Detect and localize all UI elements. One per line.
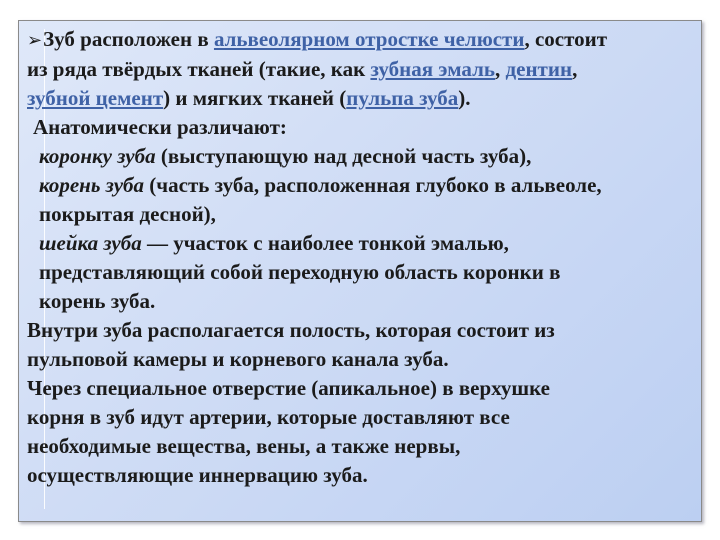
text-fragment: из ряда твёрдых тканей (такие, как <box>27 57 371 81</box>
slide-text <box>27 25 695 490</box>
paragraph-line-2 <box>27 55 695 84</box>
cavity-line-2: пульповой камеры и корневого канала зуба. <box>27 347 449 371</box>
apical-line-2: корня в зуб идут артерии, которые доставляют все <box>27 405 510 429</box>
root-item-continued: покрытая десной), <box>39 202 216 226</box>
apical-line-3: необходимые вещества, вены, а также нервы, <box>27 434 461 458</box>
neck-item-continued: представляющий собой переходную область коронки в <box>39 260 561 284</box>
text-fragment: Зуб расположен в <box>43 27 214 51</box>
text-fragment: (выступающую над десной часть зуба), <box>155 144 532 168</box>
text-fragment: ). <box>458 86 471 110</box>
text-fragment: , <box>495 57 506 81</box>
paragraph-line-1 <box>27 25 695 55</box>
apical-line-1: Через специальное отверстие (апикальное) в верхушке <box>27 376 550 400</box>
term-root: корень зуба <box>39 173 145 197</box>
text-fragment: , <box>572 57 578 81</box>
cavity-line-1: Внутри зуба располагается полость, которая состоит из <box>27 318 555 342</box>
paragraph-line-3 <box>27 84 695 113</box>
crown-item <box>27 142 695 171</box>
link-tooth-pulp[interactable]: пульпа зуба <box>346 86 459 110</box>
link-alveolar-process[interactable]: альвеолярном отростке челюсти <box>213 27 525 51</box>
neck-item-end: корень зуба. <box>39 289 156 313</box>
link-tooth-enamel[interactable]: зубная эмаль <box>370 57 495 81</box>
root-item <box>27 171 695 200</box>
neck-item <box>27 229 695 258</box>
link-dentin[interactable]: дентин <box>505 57 573 81</box>
apical-line-4: осуществляющие иннервацию зуба. <box>27 463 368 487</box>
anatomy-heading: Анатомически различают: <box>33 115 287 139</box>
arrow-bullet-icon: ➢ <box>27 30 43 51</box>
slide-panel <box>18 20 702 522</box>
term-neck: шейка зуба <box>39 231 142 255</box>
text-fragment: (часть зуба, расположенная глубоко в альвеоле, <box>144 173 602 197</box>
text-fragment: , состоит <box>524 27 608 51</box>
text-fragment: ) и мягких тканей ( <box>163 86 347 110</box>
term-crown: коронку зуба <box>39 144 156 168</box>
link-cementum[interactable]: зубной цемент <box>27 86 164 110</box>
text-fragment: — участок с наиболее тонкой эмалью, <box>141 231 509 255</box>
